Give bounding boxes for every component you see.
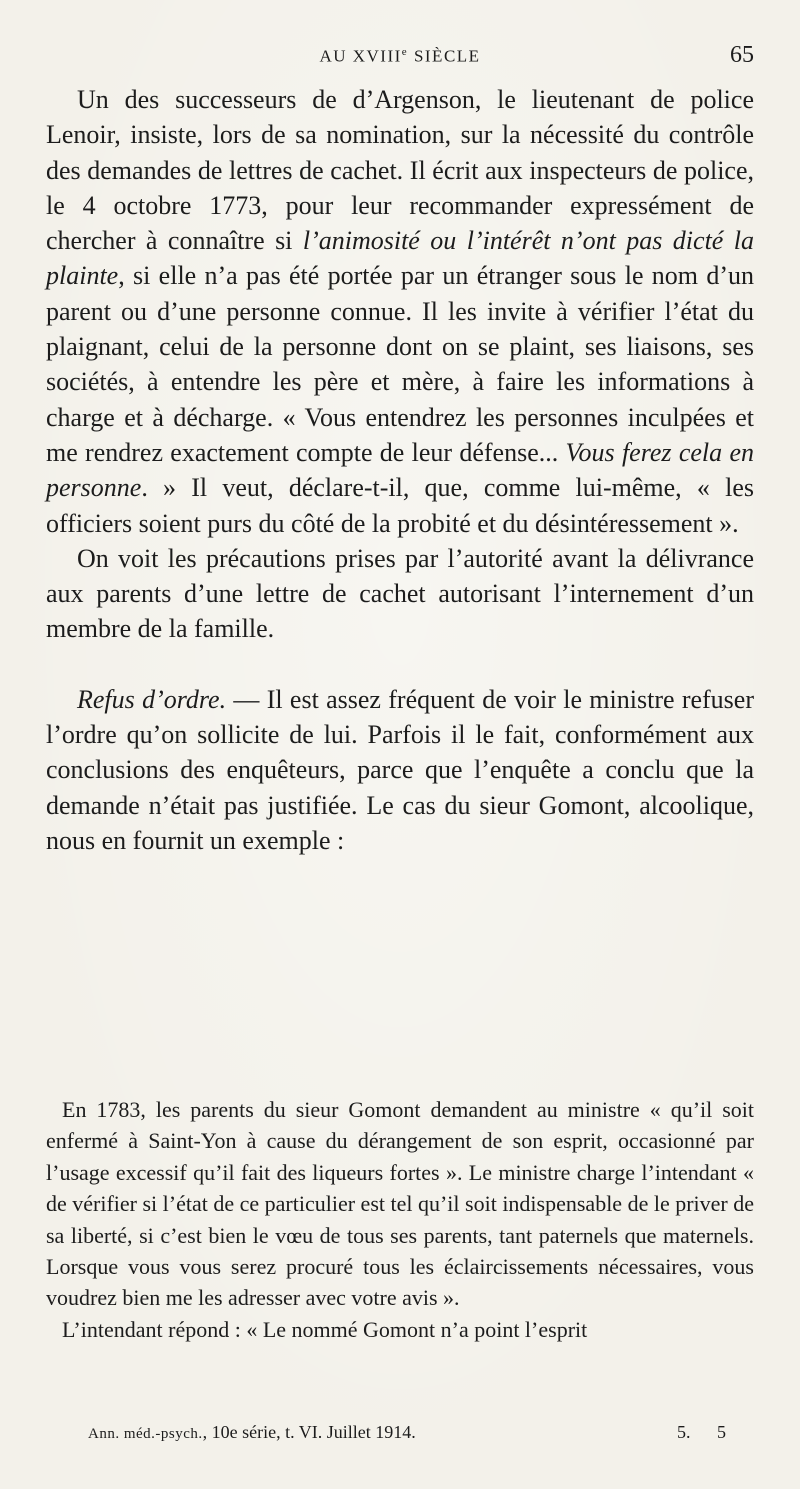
paragraph-precautions: On voit les précautions prises par l’autorité avant la délivrance aux parents d’une lettre de cachet autorisant l’internement d’un membre de la famille. (46, 543, 754, 644)
text-run: . » Il veut, déclare-t-il, que, comme lui-même, « les officiers soient purs du côté de la probité et du désintéressement ». (46, 473, 754, 538)
printer-signature: 5. 5 (677, 1422, 726, 1442)
journal-issue: , 10e série, t. VI. Juillet 1914. (202, 1422, 416, 1442)
running-header (46, 40, 754, 74)
paragraph-refus (46, 682, 754, 858)
running-title-sup: e (401, 46, 409, 58)
text-run: Un des successeurs de d’Argenson, le lieutenant de police Lenoir, insiste, lors de sa nomination, sur la nécessité du contrôle des demandes de lettres de cachet. Il écrit aux inspecteurs de police, le 4 octobre 1773, pour leur recommander expressément de chercher à connaître si (46, 85, 754, 256)
text-run: — Il est assez fréquent de voir le ministre refuser l’ordre qu’on sollicite de lui. Parfois il le fait, conformément aux conclusions des enquêteurs, parce que l’enquête a conclu que la demande n’était pas justifiée. Le cas du sieur Gomont, alcoolique, nous en fournit un exemple : (46, 684, 754, 855)
quoted-case (46, 1094, 754, 1345)
italic-quote: l’animosité ou l’intérêt n’ont pas dicté la plainte (46, 226, 754, 291)
quote-paragraph: L’intendant répond : « Le nommé Gomont n’a point l’esprit (62, 1316, 588, 1342)
journal-citation (88, 1422, 416, 1443)
section-heading: Refus d’ordre. (77, 684, 227, 714)
main-text (46, 82, 754, 858)
running-title-prefix: AU XVIII (319, 46, 402, 66)
paragraph-lenoir (46, 82, 754, 541)
text-run: , si elle n’a pas été portée par un étranger sous le nom d’un parent ou d’une personne connue. Il les invite à vérifier l’état du plaignant, celui de la personne dont on se plaint, ses liaisons, ses sociétés, à entendre les père et mère, à faire les informations à charge et à décharge. « Vous entendrez les personnes inculpées et me rendrez exactement compte de leur défense... (46, 261, 754, 467)
quote-paragraph: En 1783, les parents du sieur Gomont demandent au ministre « qu’il soit enfermé à Saint-Yon à cause du dérangement de son esprit, occasionné par l’usage excessif qu’il fait des liqueurs fortes ». Le ministre charge l’intendant « de vérifier si l’état de ce particulier est tel qu’il soit indispensable de le priver de sa liberté, si c’est bien le vœu de tous ses parents, tant paternels que maternels. Lorsque vous vous serez procuré tous les éclaircissements nécessaires, vous voudrez bien me les adresser avec votre avis ». (46, 1097, 755, 1311)
italic-quote: Vous ferez cela en personne (46, 437, 754, 503)
page-footer (88, 1422, 726, 1448)
page-number: 65 (730, 42, 754, 68)
running-title (46, 46, 754, 67)
running-title-suffix: SIÈCLE (408, 46, 481, 66)
journal-abbrev: Ann. méd.-psych. (88, 1426, 203, 1442)
